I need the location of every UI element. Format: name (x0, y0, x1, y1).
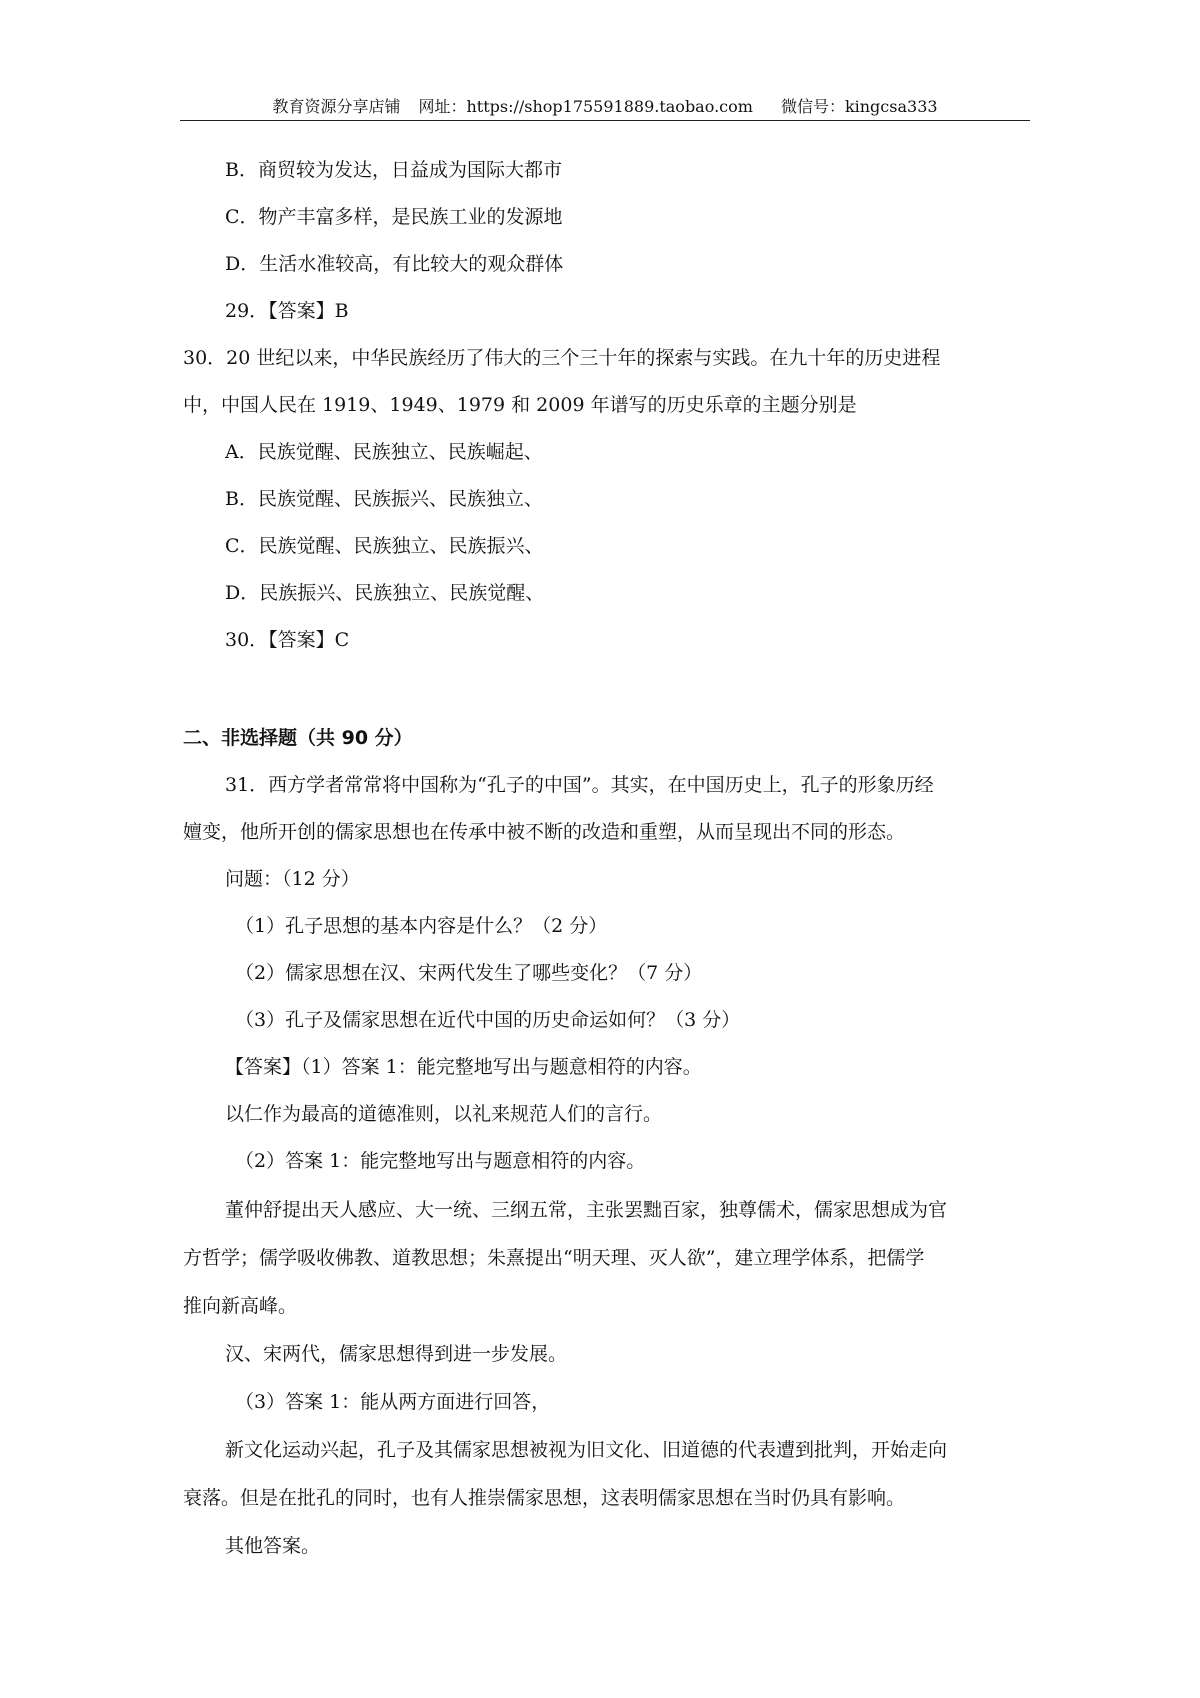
q30-stem-line-2: 中，中国人民在 1919、1949、1979 和 2009 年谱写的历史乐章的主题分别是 (183, 394, 857, 416)
header-divider (180, 120, 1030, 121)
q31-answer-line-2: 以仁作为最高的道德准则，以礼来规范人们的言行。 (225, 1103, 663, 1125)
q31-answer-line-3: （2）答案 1：能完整地写出与题意相符的内容。 (235, 1150, 646, 1172)
q31-answer-line-11: 其他答案。 (225, 1535, 321, 1557)
q31-stem-line-2: 嬗变，他所开创的儒家思想也在传承中被不断的改造和重塑，从而呈现出不同的形态。 (183, 821, 906, 843)
header-shop-name: 教育资源分享店铺 (272, 97, 401, 116)
q29-option-c: C．物产丰富多样，是民族工业的发源地 (225, 206, 563, 228)
page-header (180, 97, 1030, 117)
q29-answer: 29．【答案】B (225, 300, 349, 322)
q30-answer: 30．【答案】C (225, 629, 350, 651)
q31-answer-line-4: 董仲舒提出天人感应、大一统、三纲五常，主张罢黜百家，独尊儒术，儒家思想成为官 (225, 1199, 948, 1221)
q31-answer-line-7: 汉、宋两代，儒家思想得到进一步发展。 (225, 1343, 568, 1365)
q31-answer-line-9: 新文化运动兴起，孔子及其儒家思想被视为旧文化、旧道德的代表遭到批判，开始走向 (225, 1439, 948, 1461)
q29-option-b: B．商贸较为发达，日益成为国际大都市 (225, 159, 562, 181)
q31-subquestion-3: （3）孔子及儒家思想在近代中国的历史命运如何？（3 分） (235, 1009, 741, 1031)
section-title: 二、非选择题（共 90 分） (183, 727, 413, 749)
q31-answer-line-5: 方哲学；儒学吸收佛教、道教思想；朱熹提出“明天理、灭人欲”，建立理学体系，把儒学 (183, 1247, 925, 1269)
q30-option-d: D．民族振兴、民族独立、民族觉醒、 (225, 582, 545, 604)
q30-option-a: A．民族觉醒、民族独立、民族崛起、 (225, 441, 543, 463)
q31-answer-line-6: 推向新高峰。 (183, 1295, 298, 1317)
q30-option-b: B．民族觉醒、民族振兴、民族独立、 (225, 488, 543, 510)
q29-option-d: D．生活水准较高，有比较大的观众群体 (225, 253, 564, 275)
q31-answer-line-8: （3）答案 1：能从两方面进行回答， (235, 1391, 551, 1413)
header-wechat: 微信号：kingcsa333 (780, 97, 938, 116)
header-website: 网址：https://shop175591889.taobao.com (418, 97, 753, 116)
q31-question-label: 问题：（12 分） (225, 868, 360, 890)
q31-answer-line-10: 衰落。但是在批孔的同时，也有人推崇儒家思想，这表明儒家思想在当时仍具有影响。 (183, 1487, 906, 1509)
q31-subquestion-2: （2）儒家思想在汉、宋两代发生了哪些变化？（7 分） (235, 962, 703, 984)
q30-stem-line-1: 30．20 世纪以来，中华民族经历了伟大的三个三十年的探索与实践。在九十年的历史进程 (183, 347, 941, 369)
q30-option-c: C．民族觉醒、民族独立、民族振兴、 (225, 535, 544, 557)
q31-stem-line-1: 31．西方学者常常将中国称为“孔子的中国”。其实，在中国历史上，孔子的形象历经 (225, 774, 934, 796)
q31-answer-line-1: 【答案】（1）答案 1：能完整地写出与题意相符的内容。 (225, 1056, 702, 1078)
q31-subquestion-1: （1）孔子思想的基本内容是什么？（2 分） (235, 915, 608, 937)
